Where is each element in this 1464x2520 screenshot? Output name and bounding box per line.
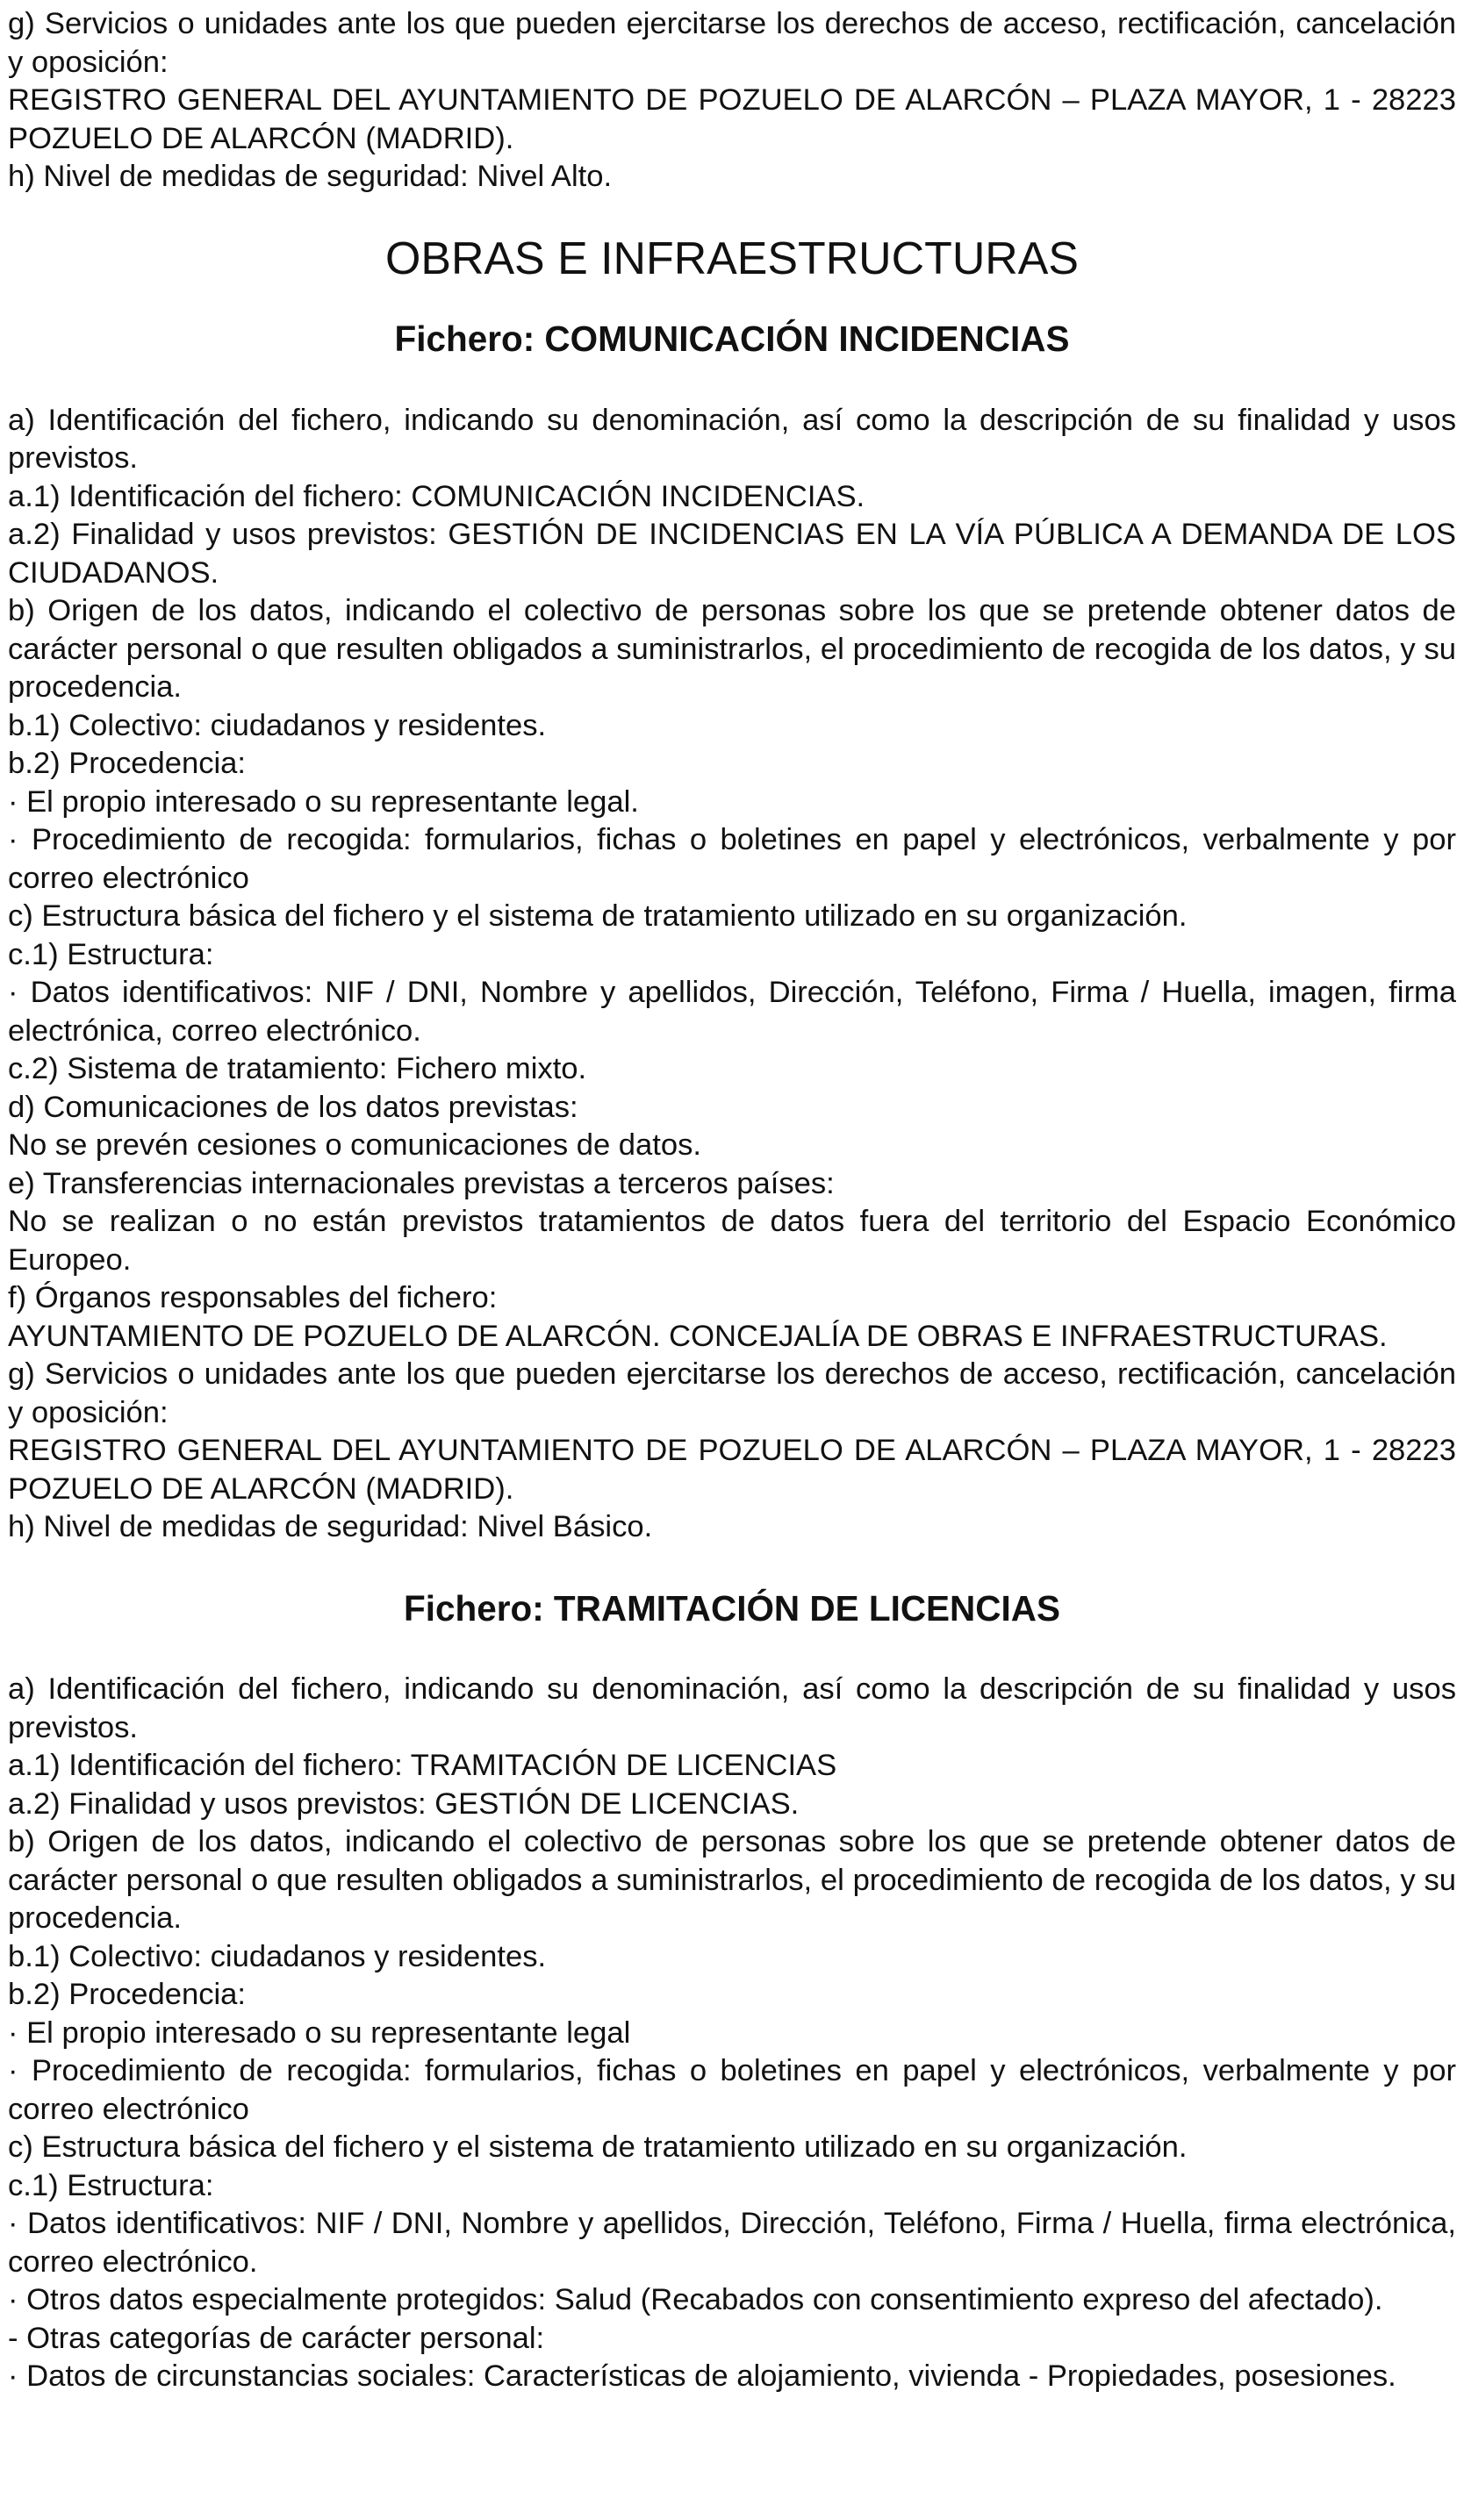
paragraph: d) Comunicaciones de los datos previstas: (8, 1090, 578, 1124)
paragraph: c) Estructura básica del fichero y el sistema de tratamiento utilizado en su organización. (8, 899, 1188, 933)
paragraph: b) Origen de los datos, indicando el colectivo de personas sobre los que se pretende obtener datos de carácter personal o que resulten obligados a suministrarlos, el procedimiento de recogida de los datos, y su procedencia. (8, 1825, 1456, 1935)
paragraph: · Datos identificativos: NIF / DNI, Nombre y apellidos, Dirección, Teléfono, Firma / Huella, imagen, firma electrónica, correo electrónico. (8, 976, 1456, 1048)
paragraph: AYUNTAMIENTO DE POZUELO DE ALARCÓN. CONCEJALÍA DE OBRAS E INFRAESTRUCTURAS. (8, 1319, 1388, 1353)
paragraph-h: h) Nivel de medidas de seguridad: Nivel Alto. (8, 160, 613, 193)
paragraph: b.2) Procedencia: (8, 1978, 247, 2011)
spacer (8, 1547, 1456, 1590)
paragraph: REGISTRO GENERAL DEL AYUNTAMIENTO DE POZUELO DE ALARCÓN – PLAZA MAYOR, 1 - 28223 POZUELO DE ALARCÓN (MADRID). (8, 1434, 1456, 1506)
spacer (8, 1628, 1456, 1671)
file-title-comunicacion-incidencias: Fichero: COMUNICACIÓN INCIDENCIAS (394, 319, 1070, 359)
paragraph-g-value: REGISTRO GENERAL DEL AYUNTAMIENTO DE POZUELO DE ALARCÓN – PLAZA MAYOR, 1 - 28223 POZUELO DE ALARCÓN (MADRID). (8, 83, 1456, 155)
paragraph: c.1) Estructura: (8, 937, 214, 971)
section-title: OBRAS E INFRAESTRUCTURAS (385, 232, 1079, 283)
spacer (8, 277, 1456, 320)
paragraph: b) Origen de los datos, indicando el colectivo de personas sobre los que se pretende obtener datos de carácter personal o que resulten obligados a suministrarlos, el procedimiento de recogida de los datos, y su procedencia. (8, 594, 1456, 704)
paragraph: a.1) Identificación del fichero: TRAMITACIÓN DE LICENCIAS (8, 1749, 837, 1782)
paragraph: b.1) Colectivo: ciudadanos y residentes. (8, 1939, 547, 1973)
paragraph: · Datos identificativos: NIF / DNI, Nombre y apellidos, Dirección, Teléfono, Firma / Huella, firma electrónica, correo electrónico. (8, 2207, 1456, 2279)
paragraph: a.2) Finalidad y usos previstos: GESTIÓN DE LICENCIAS. (8, 1786, 800, 1821)
paragraph: g) Servicios o unidades ante los que pueden ejercitarse los derechos de acceso, rectificación, cancelación y oposición: (8, 1357, 1456, 1429)
paragraph: b.2) Procedencia: (8, 747, 247, 780)
file-body-comunicacion-incidencias (8, 402, 1456, 1547)
paragraph: b.1) Colectivo: ciudadanos y residentes. (8, 708, 547, 742)
paragraph-g-label: g) Servicios o unidades ante los que pueden ejercitarse los derechos de acceso, rectificación, cancelación y oposición: (8, 7, 1456, 79)
paragraph: No se realizan o no están previstos tratamientos de datos fuera del territorio del Espacio Económico Europeo. (8, 1205, 1456, 1277)
paragraph: a.2) Finalidad y usos previstos: GESTIÓN DE INCIDENCIAS EN LA VÍA PÚBLICA A DEMANDA DE LOS CIUDADANOS. (8, 518, 1456, 590)
document-page (8, 5, 1456, 2396)
paragraph: h) Nivel de medidas de seguridad: Nivel Básico. (8, 1510, 653, 1543)
spacer (8, 359, 1456, 402)
paragraph: · Procedimiento de recogida: formularios, fichas o boletines en papel y electrónicos, verbalmente y por correo electrónico (8, 2054, 1456, 2126)
paragraph: a) Identificación del fichero, indicando su denominación, así como la descripción de su finalidad y usos previstos. (8, 1672, 1456, 1744)
paragraph: · Procedimiento de recogida: formularios, fichas o boletines en papel y electrónicos, verbalmente y por correo electrónico (8, 823, 1456, 895)
paragraph: e) Transferencias internacionales previstas a terceros países: (8, 1166, 835, 1200)
paragraph: · El propio interesado o su representante legal (8, 2015, 631, 2050)
paragraph: c.1) Estructura: (8, 2168, 214, 2202)
paragraph: · Otros datos especialmente protegidos: Salud (Recabados con consentimiento expreso del afectado). (8, 2283, 1383, 2316)
paragraph: · El propio interesado o su representante legal. (8, 784, 639, 819)
paragraph: - Otras categorías de carácter personal: (8, 2321, 545, 2355)
paragraph: c) Estructura básica del fichero y el sistema de tratamiento utilizado en su organización. (8, 2130, 1188, 2164)
paragraph: f) Órganos responsables del fichero: (8, 1281, 498, 1314)
paragraph: No se prevén cesiones o comunicaciones de datos. (8, 1128, 701, 1162)
paragraph: · Datos de circunstancias sociales: Características de alojamiento, vivienda - Propiedades, posesiones. (8, 2359, 1396, 2393)
file-title-tramitacion-licencias: Fichero: TRAMITACIÓN DE LICENCIAS (404, 1587, 1060, 1629)
paragraph: c.2) Sistema de tratamiento: Fichero mixto. (8, 1052, 587, 1085)
paragraph: a) Identificación del fichero, indicando su denominación, así como la descripción de su finalidad y usos previstos. (8, 403, 1456, 475)
paragraph: a.1) Identificación del fichero: COMUNICACIÓN INCIDENCIAS. (8, 479, 865, 513)
file-body-tramitacion-licencias (8, 1671, 1456, 2396)
